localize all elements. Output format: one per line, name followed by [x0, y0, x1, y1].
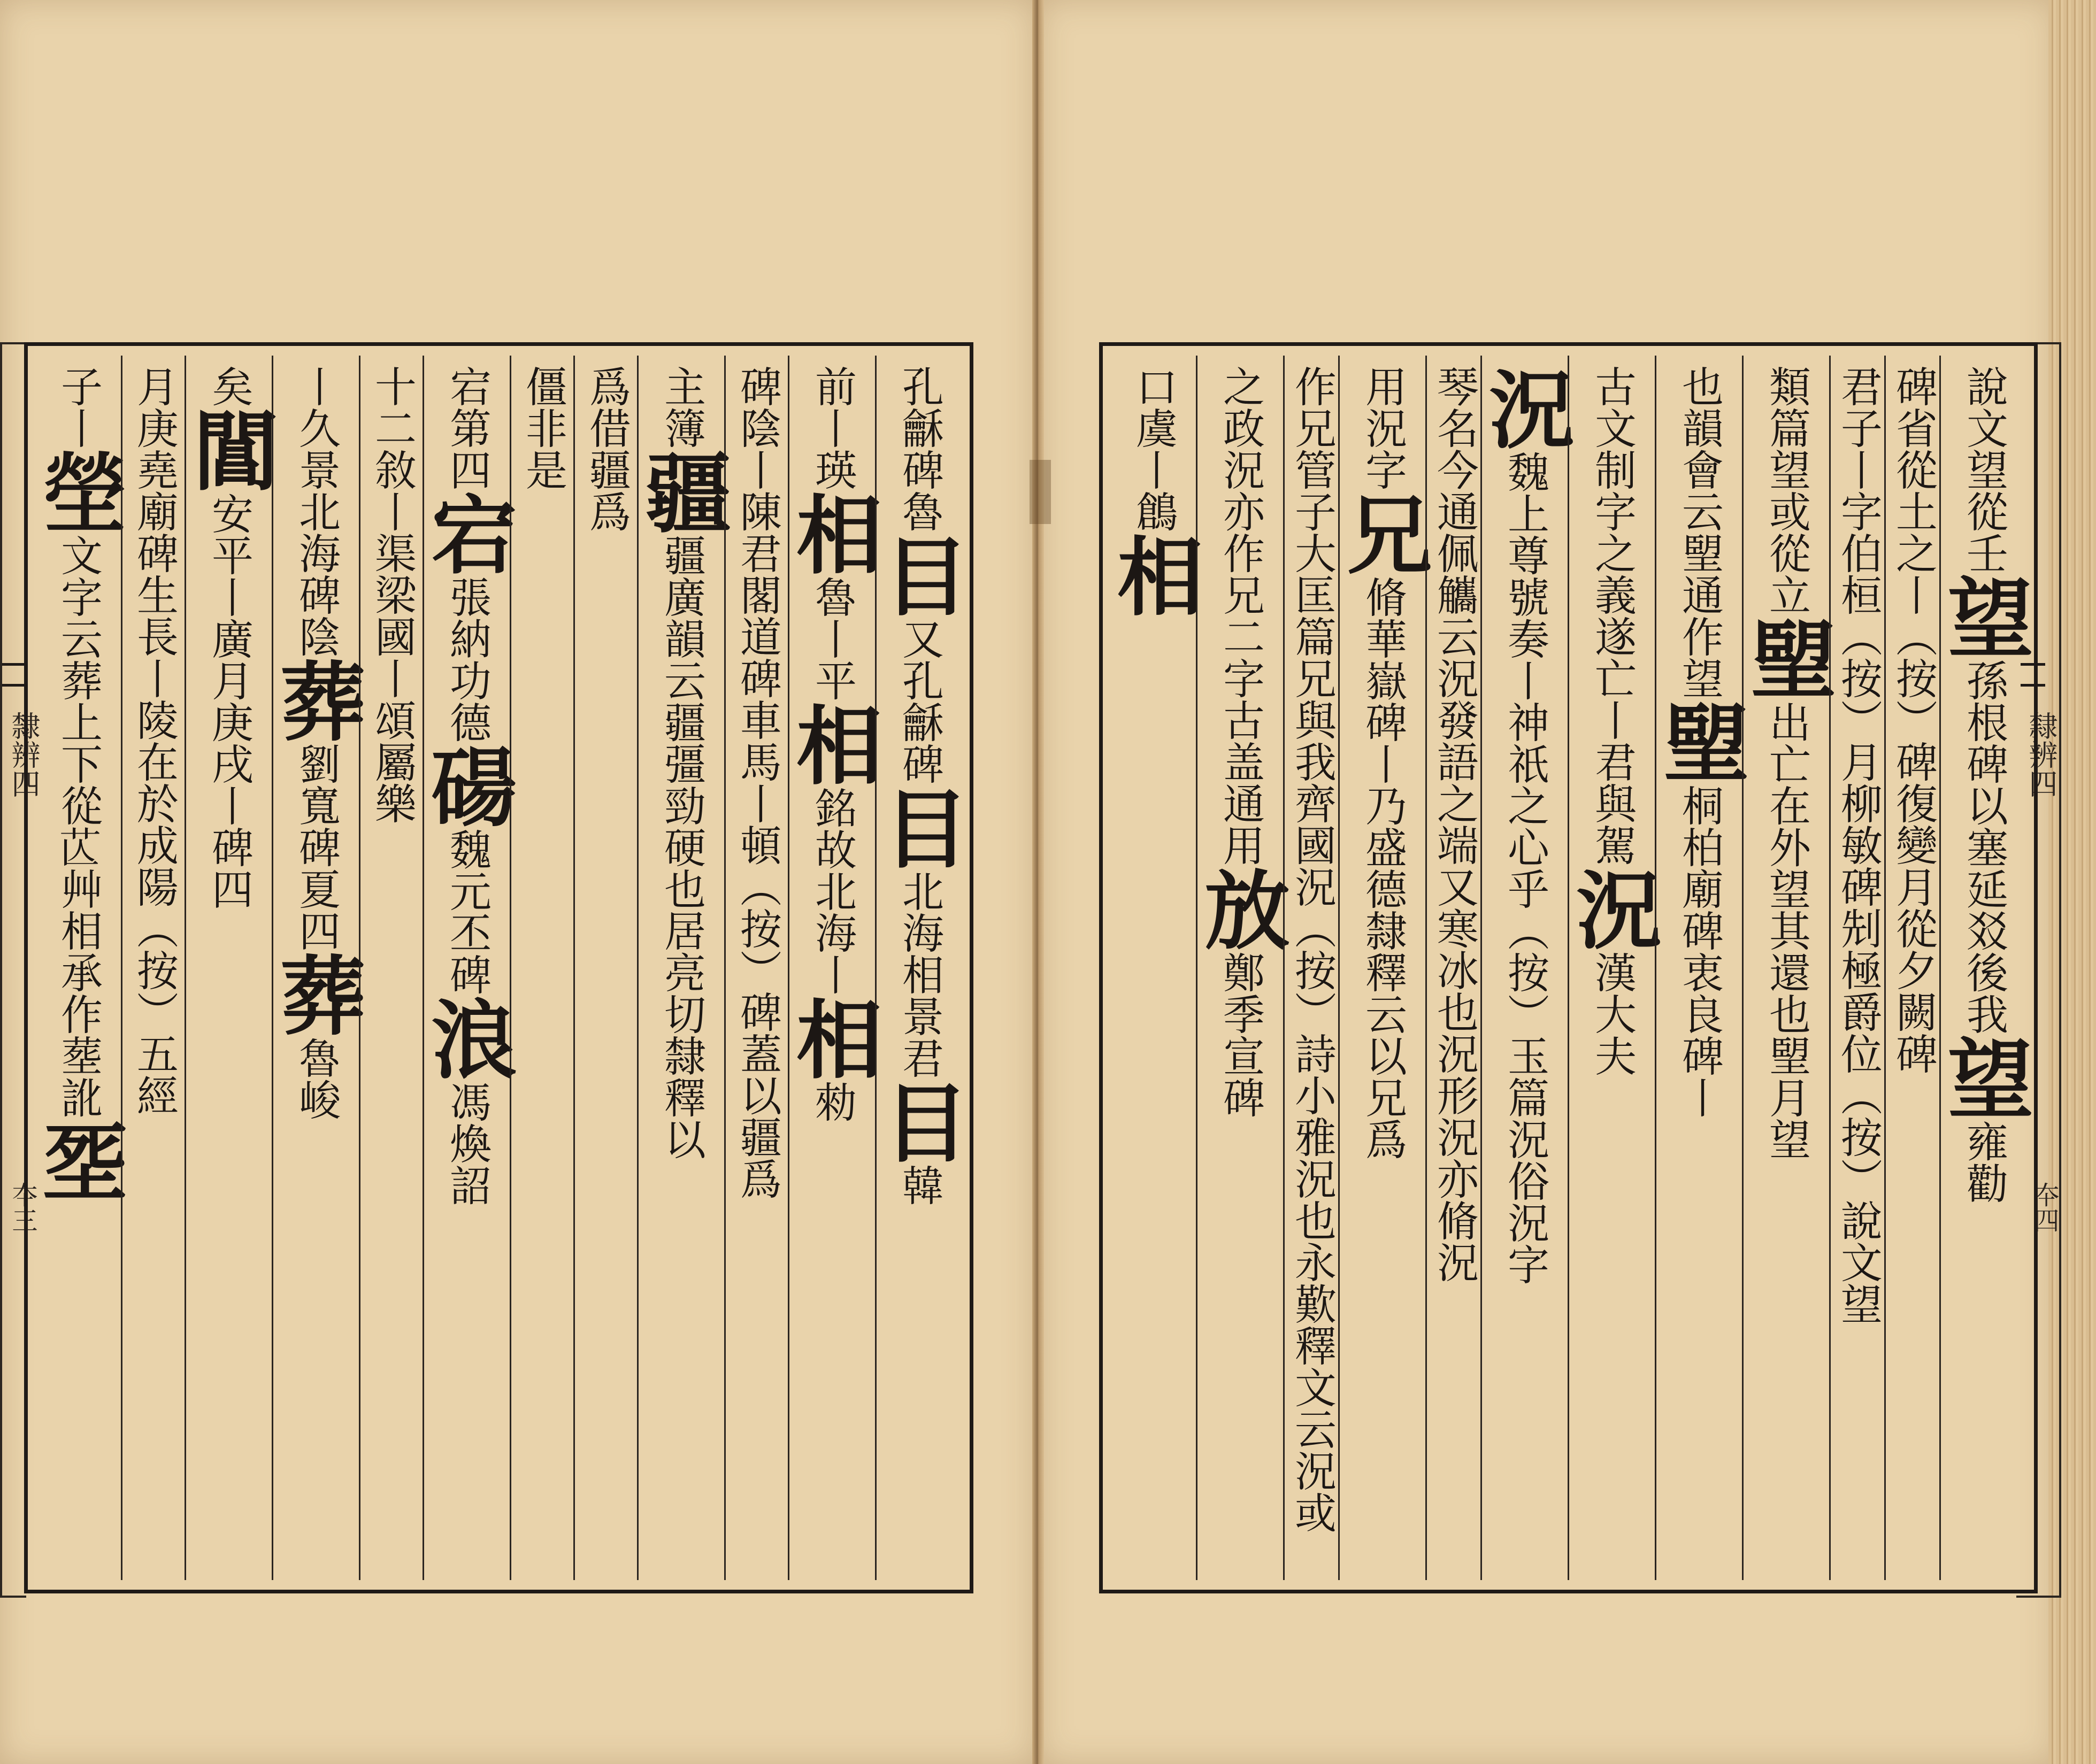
column-text: [518, 356, 566, 1580]
headword-character: 葬: [266, 951, 366, 1037]
headword-character: 況: [1475, 365, 1575, 451]
annotation-text: 矣: [205, 365, 253, 407]
annotation-text: 堯廟碑生長丨陵在於成陽（按）五經: [129, 449, 178, 1116]
text-column: [510, 356, 573, 1580]
text-column: [724, 356, 788, 1580]
annotation-text: 文字云葬上下從𦬆艸相承作塟訛: [54, 534, 102, 1118]
annotation-text: 類篇望或從立: [1762, 365, 1810, 615]
text-column: [417, 356, 517, 1580]
column-text: [1190, 356, 1291, 1580]
annotation-text: 子丨: [54, 365, 102, 449]
column-text: [129, 356, 178, 1580]
annotation-text: 口虞丨鶬: [1129, 365, 1177, 532]
annotation-text: 丨君與駕: [1588, 699, 1636, 866]
annotation-text: 之政況亦作兄二字古盖通用: [1216, 365, 1264, 866]
annotation-text: 桐柏廟碑: [1675, 784, 1723, 951]
column-text: [266, 356, 366, 1580]
headword-character: 兄: [1332, 490, 1433, 576]
annotation-text: 安平丨廣: [205, 492, 253, 659]
headword-character: 相: [782, 995, 882, 1081]
headword-character: 㘸: [28, 1118, 128, 1204]
headword-character: 目: [869, 784, 970, 870]
annotation-text: 作兄管子大匡篇兄與我齊國: [1287, 365, 1336, 866]
annotation-text: 爲借疆爲: [582, 365, 631, 532]
text-column: [782, 356, 882, 1580]
binding-tab: [1030, 460, 1051, 524]
column-text: [28, 356, 128, 1580]
annotation-text: 柳敏碑𠜎極爵位（按）說文望: [1833, 782, 1882, 1324]
annotation-text: 用況字: [1358, 365, 1407, 490]
annotation-text: 脩華嶽碑丨乃盛德隸釋云以兄爲: [1358, 576, 1407, 1160]
column-text: [1287, 356, 1335, 1580]
annotation-text: 月庚戌丨: [205, 659, 253, 826]
headword-character: 況: [1562, 866, 1662, 951]
column-text: [1562, 356, 1662, 1580]
annotation-text: 北海相景君: [895, 870, 943, 1079]
headword-character: 朢: [1649, 699, 1749, 784]
text-column: [1190, 356, 1291, 1580]
headword-character: 浪: [417, 995, 517, 1081]
text-column: [28, 356, 128, 1580]
annotation-text: 碑陰丨: [733, 365, 781, 490]
annotation-text: 疆廣韻云疆彊勁硬也居亮切隸釋以: [657, 534, 705, 1160]
annotation-text: 劉寬碑夏四: [292, 743, 340, 951]
text-column: [573, 356, 637, 1580]
annotation-text: 景北海碑陰: [292, 449, 340, 657]
column-text: [1649, 356, 1749, 1580]
right-margin-title: 隸辨四: [2024, 711, 2058, 798]
annotation-text: 張納功德: [443, 576, 491, 743]
right-folio-number: 夲四: [2029, 1182, 2059, 1233]
text-column: [1884, 356, 1939, 1580]
headword-character: 放: [1190, 866, 1291, 951]
column-text: [179, 356, 279, 1580]
column-text: [733, 356, 781, 1580]
annotation-text: 魯峻: [292, 1037, 340, 1120]
headword-character: 疆: [631, 449, 732, 534]
text-column: [1425, 356, 1480, 1580]
annotation-text: 十二: [367, 365, 416, 449]
headword-character: 相: [782, 490, 882, 576]
text-column: [1332, 356, 1433, 1580]
headword-character: 碭: [417, 743, 517, 828]
text-column: [1283, 356, 1338, 1580]
annotation-text: 勑: [808, 1081, 856, 1122]
column-text: [1332, 356, 1433, 1580]
annotation-text: 之丨（按）碑復變月從夕: [1888, 532, 1937, 991]
column-text: [1933, 356, 2034, 1580]
annotation-text: 馮煥詔: [443, 1081, 491, 1206]
annotation-text: 僵非是: [518, 365, 567, 490]
annotation-text: 況（按）詩小雅況也永歎釋文云況或: [1287, 866, 1336, 1533]
headword-character: 相: [1103, 532, 1203, 618]
annotation-text: 說文望從壬: [1960, 365, 2008, 574]
annotation-text: 漢大夫: [1588, 951, 1636, 1076]
annotation-text: 琴名今通: [1430, 365, 1478, 532]
fishtail-ornament-icon: [2, 663, 27, 687]
text-column: [1829, 356, 1884, 1580]
headword-character: 目: [869, 532, 970, 618]
annotation-text: 雍勸: [1960, 1120, 2008, 1204]
annotation-text: 出亡在外望其還也朢月望: [1762, 701, 1810, 1160]
text-column: [1736, 356, 1837, 1580]
column-text: [367, 356, 416, 1580]
column-text: [1888, 356, 1937, 1580]
annotation-text: 孫根碑以塞延㸚後我: [1960, 659, 2008, 1035]
headword-character: 望: [1933, 1035, 2034, 1120]
annotation-text: 敘丨渠: [367, 449, 416, 574]
left-text-frame: [24, 342, 973, 1593]
annotation-text: 前丨瑛: [808, 365, 856, 490]
text-column: [869, 356, 970, 1580]
annotation-text: 也韻會云朢通作望: [1675, 365, 1723, 699]
headword-character: 望: [1933, 574, 2034, 659]
left-margin-strip: [0, 342, 26, 1598]
text-column: [1933, 356, 2034, 1580]
annotation-text: 魏元丕碑: [443, 828, 491, 995]
left-folio-number: 夲三: [7, 1182, 37, 1233]
annotation-text: 闕碑: [1888, 991, 1937, 1074]
annotation-text: 宕第四: [443, 365, 491, 490]
annotation-text: 陳君閣道碑車馬丨頓（按）碑蓋以疆爲: [733, 490, 781, 1199]
text-column: [1475, 356, 1575, 1580]
headword-character: 葬: [266, 657, 366, 743]
column-text: [631, 356, 732, 1580]
column-text: [582, 356, 630, 1580]
annotation-text: 丨久: [292, 365, 340, 449]
annotation-text: 韓: [895, 1164, 943, 1206]
column-text: [417, 356, 517, 1580]
text-column: [266, 356, 366, 1580]
annotation-text: 鄭季宣碑: [1216, 951, 1264, 1118]
headword-character: 朢: [1736, 615, 1837, 701]
annotation-text: 碑四: [205, 826, 253, 910]
left-column-grid: [28, 356, 970, 1580]
headword-character: 塋: [28, 449, 128, 534]
headword-character: 目: [869, 1079, 970, 1164]
text-column: [1103, 356, 1203, 1580]
right-column-grid: [1103, 356, 2034, 1580]
annotation-text: 頌屬樂: [367, 699, 416, 824]
column-text: [1833, 356, 1882, 1580]
text-column: [1649, 356, 1749, 1580]
annotation-text: 魯丨平: [808, 576, 856, 701]
text-column: [1562, 356, 1662, 1580]
right-text-frame: [1099, 342, 2038, 1593]
column-text: [782, 356, 882, 1580]
headword-character: 相: [782, 701, 882, 787]
column-text: [1736, 356, 1837, 1580]
annotation-text: 魏上尊號奏丨神祇之心乎（按）玉篇況俗況字: [1501, 451, 1549, 1285]
book-gutter: [1032, 0, 1044, 1764]
headword-character: 宕: [417, 490, 517, 576]
annotation-text: 梁國丨: [367, 574, 416, 699]
annotation-text: 衷良碑丨: [1675, 951, 1723, 1118]
headword-character: 閶: [179, 407, 279, 492]
column-text: [1475, 356, 1575, 1580]
text-column: [179, 356, 279, 1580]
annotation-text: 孔龢碑魯: [895, 365, 943, 532]
column-text: [1430, 356, 1478, 1580]
annotation-text: 又孔龢碑: [895, 618, 943, 784]
annotation-text: 月庚: [129, 365, 178, 449]
annotation-text: 銘故北海丨: [808, 787, 856, 995]
annotation-text: 主簿: [657, 365, 705, 449]
annotation-text: 君子丨字伯桓（按）月: [1833, 365, 1882, 782]
column-text: [1103, 356, 1203, 1580]
annotation-text: 古文制字之義遂亡: [1588, 365, 1636, 699]
annotation-text: 佩觿云況發語之端又寒冰也況形況亦脩況: [1430, 532, 1478, 1283]
text-column: [359, 356, 423, 1580]
text-column: [121, 356, 185, 1580]
column-text: [869, 356, 970, 1580]
left-margin-title: 隸辨四: [7, 711, 41, 798]
annotation-text: 碑省從土: [1888, 365, 1937, 532]
text-column: [631, 356, 732, 1580]
